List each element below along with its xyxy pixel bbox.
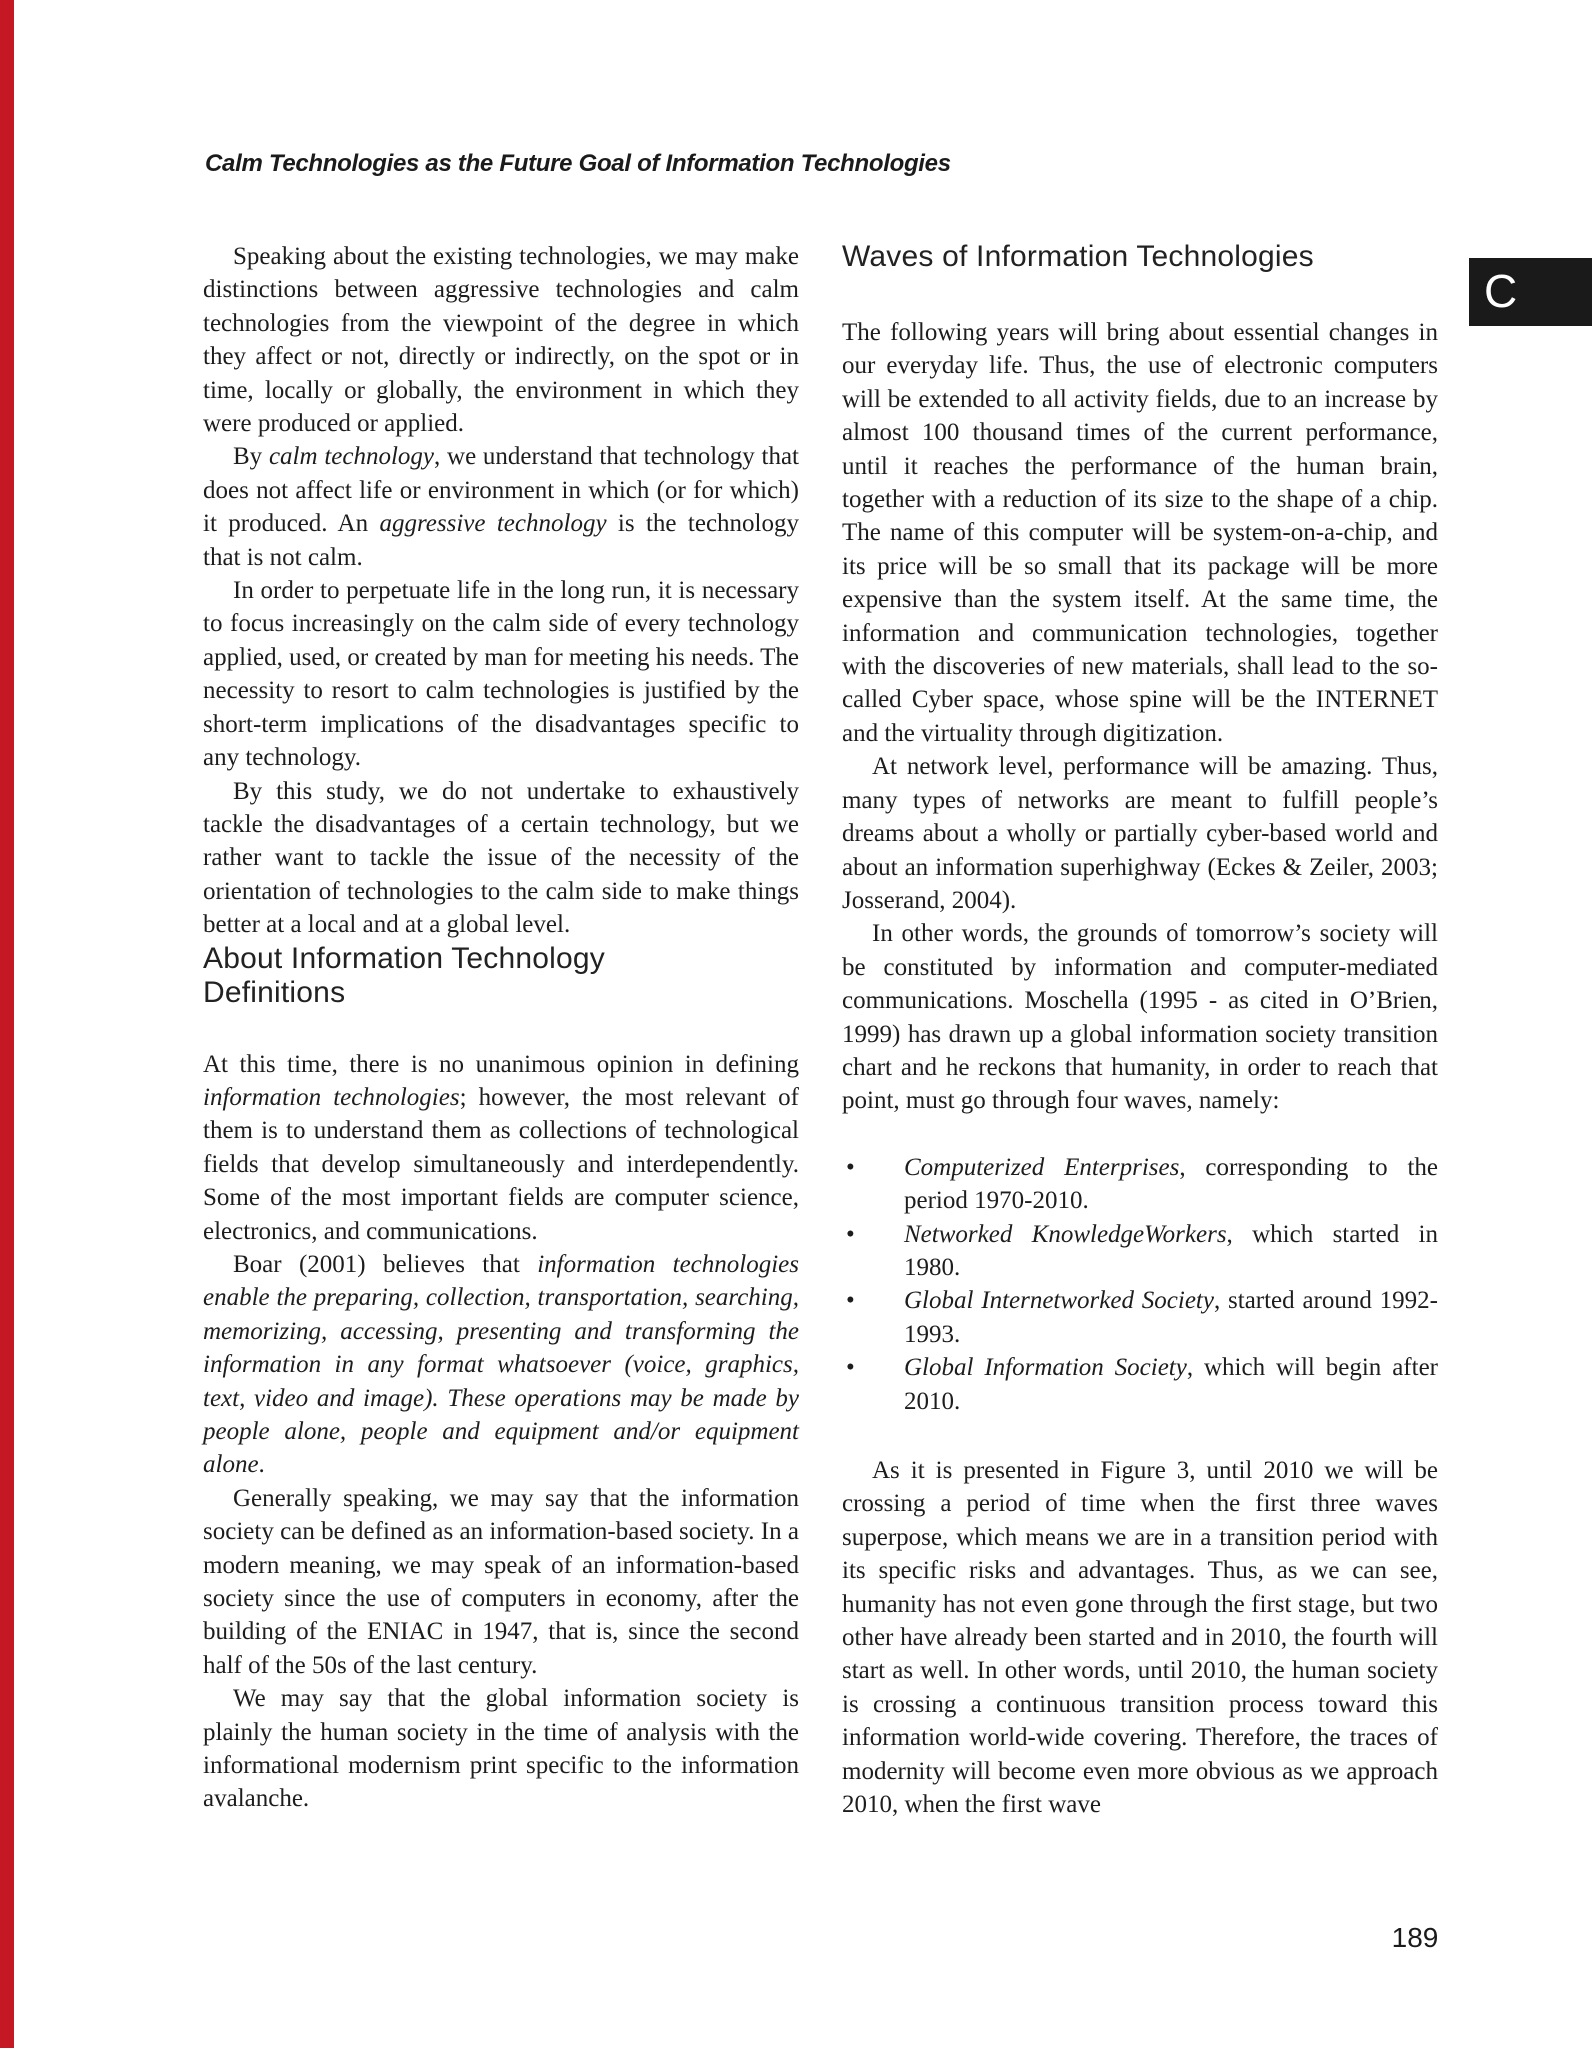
bullet-icon: •	[846, 1153, 855, 1181]
list-item	[842, 1284, 1438, 1351]
page-edge-strip	[0, 0, 14, 2048]
paragraph: We may say that the global information society is plainly the human society in the time of analysis with the informational modernism print specific to the information avalanche.	[203, 1685, 799, 1813]
list-item-text: Global Internetworked Society, started around 1992-1993.	[904, 1287, 1438, 1348]
wave-bullet-list	[842, 1151, 1438, 1418]
section-heading-waves-of-information-technologies: Waves of Information Technologies	[842, 240, 1314, 273]
list-item	[842, 1351, 1438, 1418]
paragraph: In other words, the grounds of tomorrow’s society will be constituted by information and computer-mediated communications. Moschella (1995 - as cited in O’Brien, 1999) has drawn up a global information society transition chart and he reckons that humanity, in order to reach that point, must go through four waves, namely:	[842, 920, 1438, 1115]
paragraph: At network level, performance will be amazing. Thus, many types of networks are meant to fulfill people’s dreams about a wholly or partially cyber-based world and about an information superhighway (Eckes & Zeiler, 2003; Josserand, 2004).	[842, 753, 1438, 914]
paragraph: Speaking about the existing technologies, we may make distinctions between aggressive technologies and calm technologies from the viewpoint of the degree in which they affect or not, directly or indirectly, on the spot or in time, locally or globally, the environment in which they were produced or applied.	[203, 243, 799, 438]
bullet-icon: •	[846, 1354, 855, 1382]
paragraph: In order to perpetuate life in the long run, it is necessary to focus increasingly on the calm side of every technology applied, used, or created by man for meeting his needs. The necessity to resort to calm technologies is justified by the short-term implications of the disadvantages specific to any technology.	[203, 577, 799, 772]
list-item	[842, 1218, 1438, 1285]
bullet-icon: •	[846, 1287, 855, 1315]
paragraph: The following years will bring about essential changes in our everyday life. Thus, the use of electronic computers will be extended to all activity fields, due to an increase by almost 100 thousand times of the current performance, until it reaches the performance of the human brain, together with a reduction of its size to the shape of a chip. The name of this computer will be system-on-a-chip, and its price will be so small that its package will be more expensive than the system itself. At the same time, the information and communication technologies, together with the discoveries of new materials, shall lead to the so-called Cyber space, whose spine will be the INTERNET and the virtuality through digitization.	[842, 319, 1438, 747]
paragraph: At this time, there is no unanimous opinion in defining information technologies; however, the most relevant of them is to understand them as collections of technological fields that develop simultaneously and interdependently. Some of the most important fields are computer science, electronics, and communications.	[203, 1050, 799, 1245]
section-heading-about-information-technology: About Information Technology	[203, 941, 605, 975]
paragraph: Generally speaking, we may say that the information society can be defined as an information-based society. In a modern meaning, we may speak of an information-based society since the use of computers in economy, after the building of the ENIAC in 1947, that is, since the second half of the 50s of the last century.	[203, 1484, 799, 1679]
paragraph: As it is presented in Figure 3, until 2010 we will be crossing a period of time when the first three waves superpose, which means we are in a transition period with its specific risks and advantages. Thus, as we can see, humanity has not even gone through the first stage, but two other have already been started and in 2010, the fourth will start as well. In other words, until 2010, the human society is crossing a continuous transition process toward this information world-wide covering. Therefore, the traces of modernity will become even more obvious as we approach 2010, when the first wave	[842, 1457, 1438, 1819]
paragraph: By calm technology, we understand that technology that does not affect life or environment in which (or for which) it produced. An aggressive technology is the technology that is not calm.	[203, 443, 799, 571]
bullet-icon: •	[846, 1220, 855, 1248]
thumb-index-tab	[1469, 258, 1592, 326]
list-item-text: Computerized Enterprises, corresponding to the period 1970-2010.	[904, 1153, 1438, 1215]
paragraph: By this study, we do not undertake to exhaustively tackle the disadvantages of a certain technology, but we rather want to tackle the issue of the necessity of the orientation of technologies to the calm side to make things better at a local and at a global level.	[203, 777, 799, 939]
section-heading-definitions: Definitions	[203, 975, 346, 1009]
right-column	[842, 240, 1438, 1821]
list-item-text: Global Information Society, which will begin after 2010.	[904, 1354, 1438, 1415]
left-column	[203, 240, 799, 1816]
list-item	[842, 1151, 1438, 1218]
thumb-tab-letter: C	[1484, 265, 1518, 317]
running-head: Calm Technologies as the Future Goal of Information Technologies	[205, 150, 951, 177]
paragraph: Boar (2001) believes that information technologies enable the preparing, collection, transportation, searching, memorizing, accessing, presenting and transforming the information in any format whatsoever (voice, graphics, text, video and image). These operations may be made by people alone, people and equipment and/or equipment alone.	[203, 1250, 799, 1479]
page-number: 189	[1391, 1922, 1439, 1953]
list-item-text: Networked KnowledgeWorkers, which started in 1980.	[904, 1220, 1438, 1281]
